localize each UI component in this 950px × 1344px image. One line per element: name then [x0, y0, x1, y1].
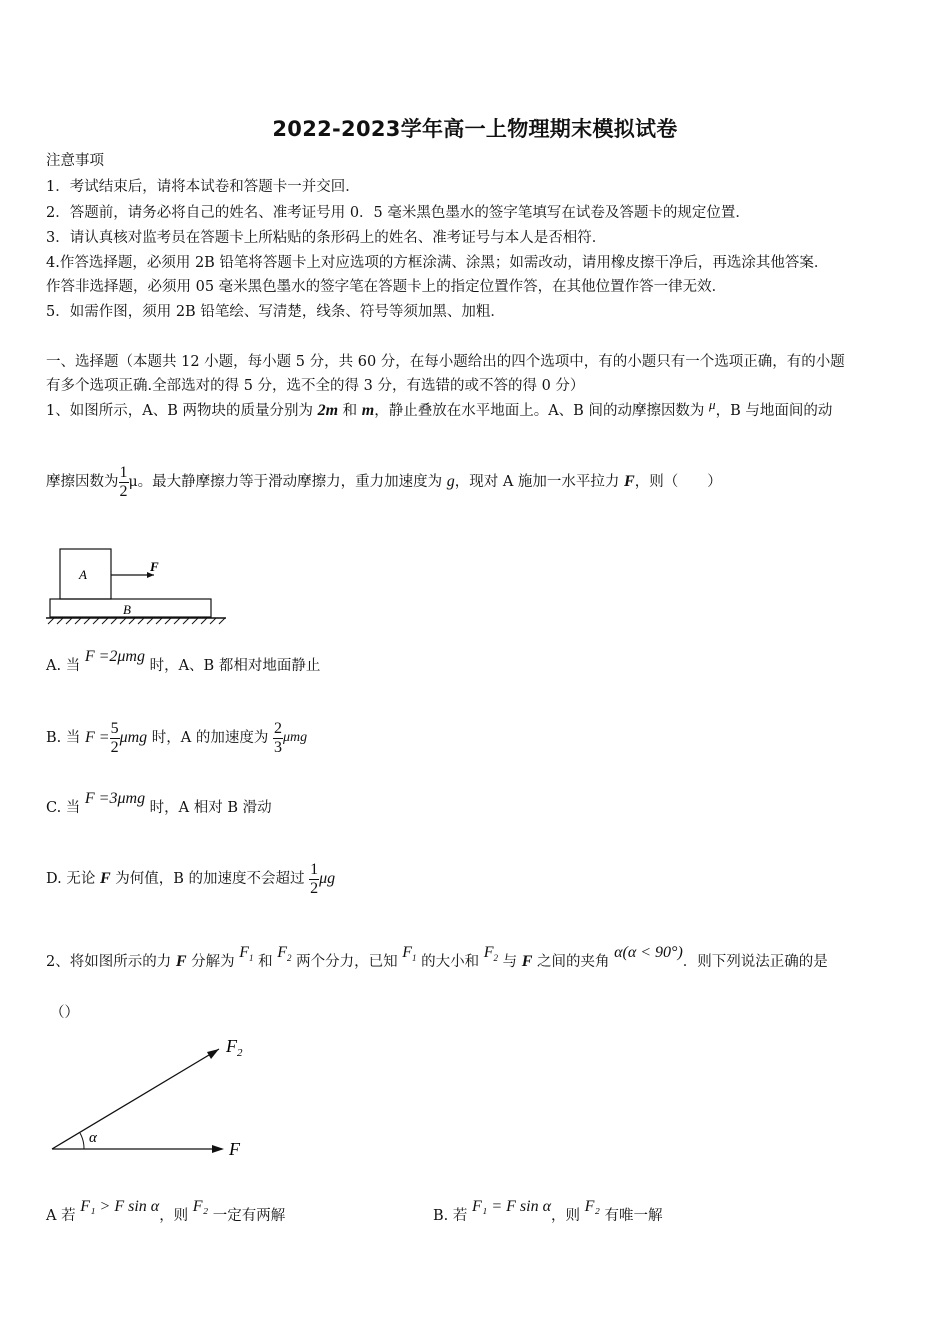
blocks-diagram: [44, 546, 230, 626]
f2-arrowhead: [207, 1049, 219, 1059]
notice-item: 作答非选择题，必须用 05 毫米黑色墨水的签字笔在答题卡上的指定位置作答，在其他位置作答一律无效．: [46, 279, 727, 295]
angle-arc: [80, 1133, 84, 1149]
q1-option-d: D. 无论 F 为何值，B 的加速度不会超过 $\frac{1}{2}$ μg: [46, 860, 336, 897]
q2-stem: 2、将如图所示的力 F 分解为 $F_1$ 和 $F_2$ 两个分力，已知 $F_1$ 的大小和 $F_2$ 与 F 之间的夹角 α(α < 90°)．则下列说法正确的是: [46, 944, 828, 970]
ground-hatching: [48, 618, 225, 624]
q1-option-b: B. 当 F = $\frac{5}{2}$ μmg 时，A 的加速度为 $\frac{2}{3}$ μmg: [46, 719, 308, 756]
alpha-label: α: [89, 1130, 97, 1146]
force-decomposition-diagram: [44, 1030, 254, 1160]
page-title: 2022-2023学年高一上物理期末模拟试卷: [272, 117, 678, 141]
q1-option-a: A. 当 F =2μmg 时，A、B 都相对地面静止: [46, 648, 321, 674]
block-a-label: A: [79, 567, 87, 582]
notice-item: 1．考试结束后，请将本试卷和答题卡一并交回．: [46, 179, 360, 195]
fraction-half: $\frac{1}{2}$: [310, 860, 319, 897]
notice-item: 2．答题前，请务必将自己的姓名、准考证号用 0．5 毫米黑色墨水的签字笔填写在试卷及答题卡的规定位置．: [46, 205, 750, 221]
q1-line2: 摩擦因数为 $\frac{1}{2}$ μ。最大静摩擦力等于滑动摩擦力，重力加速度为 g，现对 A 施加一水平拉力 F，则（ ）: [46, 463, 722, 500]
notice-item: 5．如需作图，须用 2B 铅笔绘、写清楚，线条、符号等须加黑、加粗．: [46, 304, 505, 320]
force-label: F: [150, 559, 159, 574]
f2-label: $F_2$: [226, 1036, 243, 1059]
q1-option-c: C. 当 F =3μmg 时，A 相对 B 滑动: [46, 790, 272, 816]
f2-direction-line: [52, 1049, 219, 1149]
f-label: F: [229, 1139, 240, 1159]
notice-item: 4.作答选择题，必须用 2B 铅笔将答题卡上对应选项的方框涂满、涂黑；如需改动，请用橡皮擦干净后，再选涂其他答案．: [46, 255, 829, 271]
fraction-five-halves: $\frac{5}{2}$: [110, 719, 119, 756]
block-b-label: B: [123, 602, 131, 617]
fraction-two-thirds: $\frac{2}{3}$: [273, 719, 282, 756]
f-arrowhead: [212, 1145, 224, 1153]
q2-answer-blank: （）: [50, 1005, 79, 1021]
q2-option-b: B. 若 F₁ = F sin α，则 F₂ 有唯一解: [433, 1198, 663, 1224]
q1-line1: 1、如图所示，A、B 两物块的质量分别为 2m 和 m，静止叠放在水平地面上。A、B 间的动摩擦因数为 μ，B 与地面间的动: [46, 397, 833, 419]
notice-item: 3．请认真核对监考员在答题卡上所粘贴的条形码上的姓名、准考证号与本人是否相符．: [46, 230, 607, 246]
notice-heading: 注意事项: [46, 153, 104, 169]
section-heading-line: 有多个选项正确.全部选对的得 5 分，选不全的得 3 分，有选错的或不答的得 0 分）: [46, 378, 585, 394]
fraction-half: $\frac{1}{2}$: [119, 463, 128, 500]
q2-option-a: A 若 F₁ > F sin α，则 F₂ 一定有两解: [46, 1198, 286, 1224]
section-heading-line: 一、选择题（本题共 12 小题，每小题 5 分，共 60 分，在每小题给出的四个选项中，有的小题只有一个选项正确，有的小题: [46, 354, 845, 370]
